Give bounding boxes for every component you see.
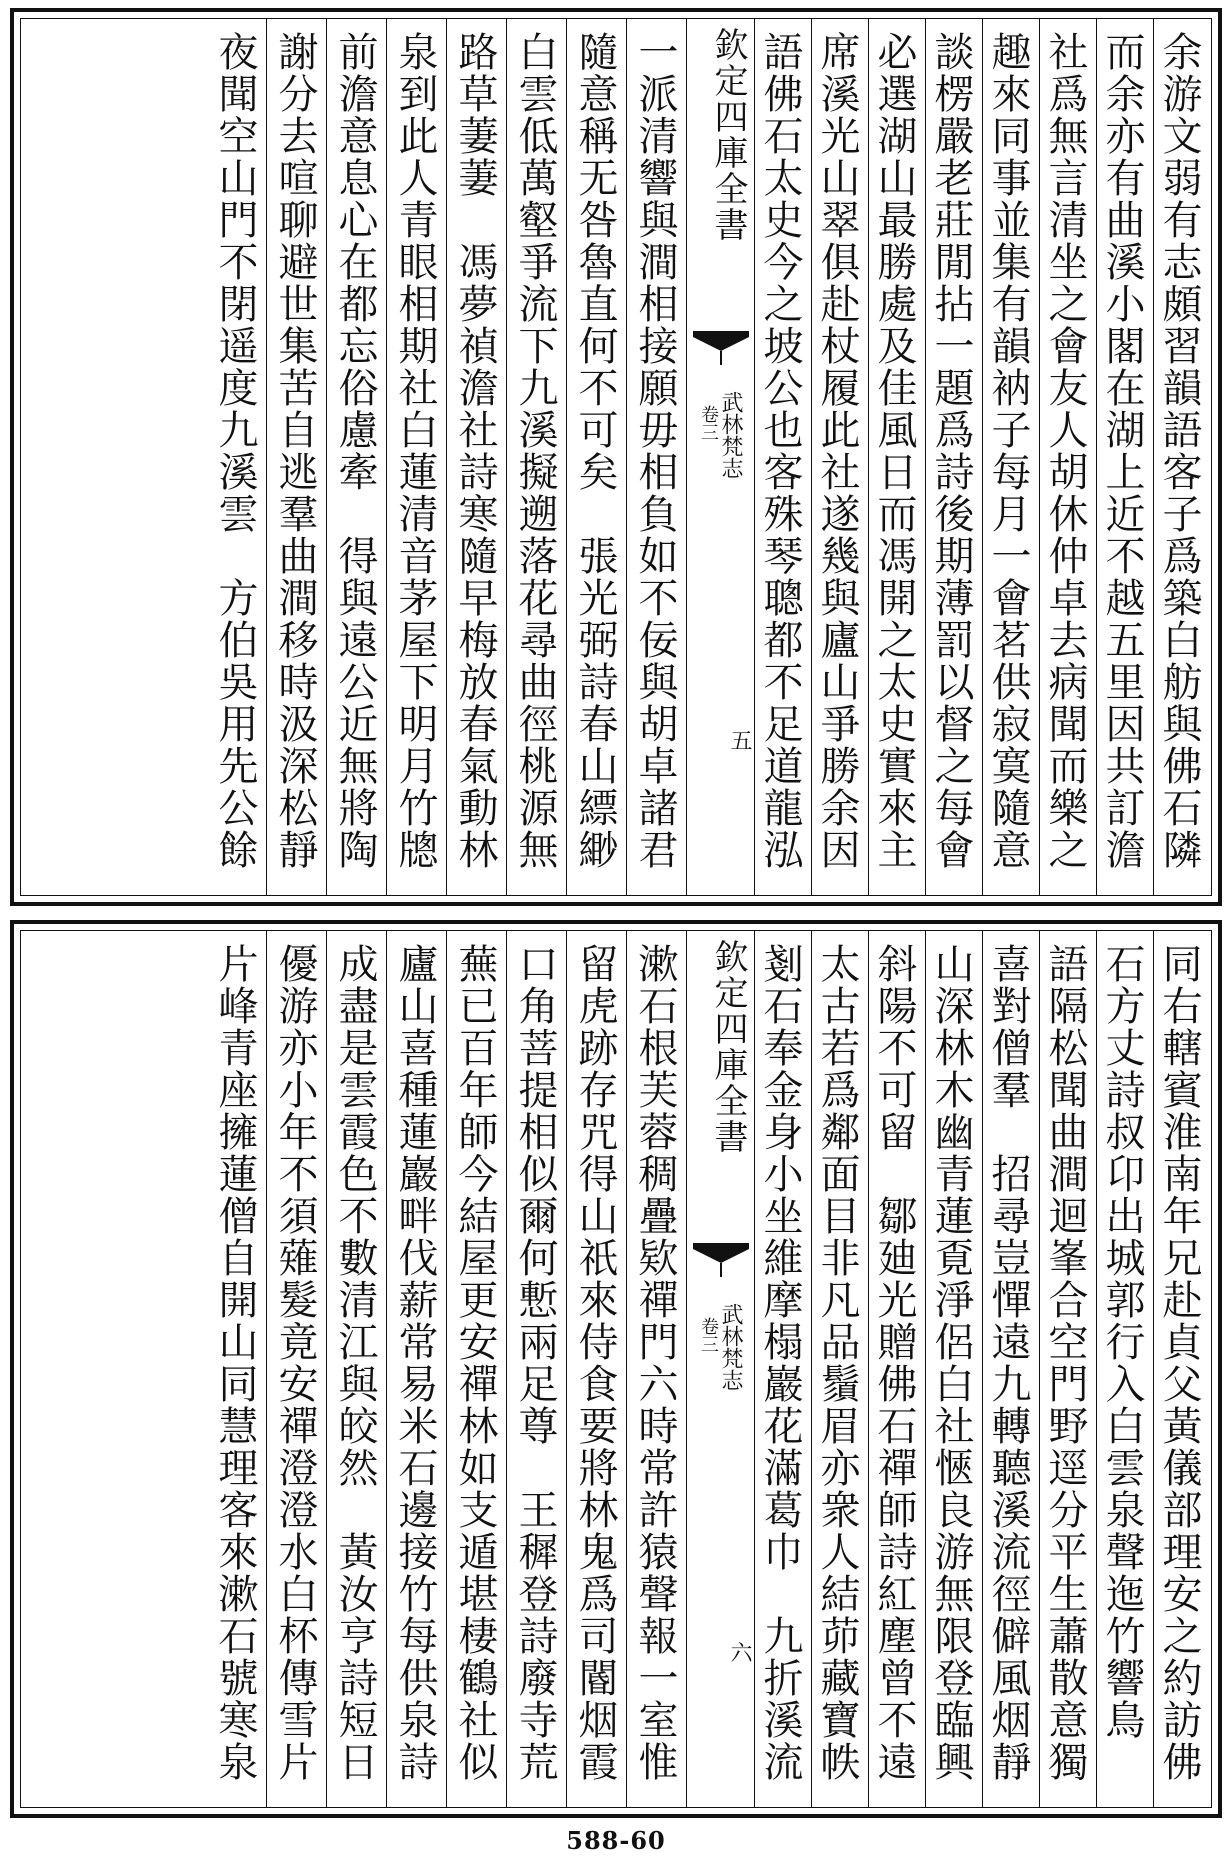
text-column: 一派清響與澗相接願毋相負如不佞與胡卓諸君	[632, 31, 678, 871]
text-column: 喜對僧羣 招尋豈憚遠九轉聽溪流徑僻風烟靜	[985, 943, 1031, 1783]
text-column: 山深林木幽青蓮覔淨侶白社愜良游無限登臨興	[928, 943, 974, 1783]
text-column: 語佛石太史今之坡公也客殊琴聰都不足道龍泓	[757, 31, 803, 871]
text-column: 談楞嚴老莊閒拈一題爲詩後期薄罰以督之每會	[928, 31, 974, 871]
text-column: 夜聞空山門不閉遥度九溪雲 方伯吳用先公餘	[212, 31, 258, 871]
page-bottom	[10, 920, 1222, 1818]
text-column: 而余亦有曲溪小閣在湖上近不越五里因共訂澹	[1099, 31, 1145, 871]
text-column: 口角菩提相似爾何慙兩足尊 王穉登詩廢寺荒	[512, 943, 558, 1783]
text-column: 剗石奉金身小坐維摩榻巖花滿葛巾 九折溪流	[757, 943, 803, 1783]
text-column: 同右轄賓淮南年兄赴貞父黃儀部理安之約訪佛	[1156, 943, 1202, 1783]
text-column: 留虎跡存咒得山祇來侍食要將林鬼爲司閽烟霞	[572, 943, 618, 1783]
page-top	[10, 8, 1222, 906]
text-column: 泉到此人青眼相期社白蓮清音茅屋下明月竹牕	[392, 31, 438, 871]
text-column: 漱石根芙蓉稠疊欵禪門六時常許猿聲報一室惟	[632, 943, 678, 1783]
center-fold	[687, 931, 755, 1807]
text-column: 謝分去喧聊避世集苦自逃羣曲澗移時汲深松靜	[272, 31, 318, 871]
text-column: 路草萋萋 馮夢禎澹社詩寒隨早梅放春氣動林	[452, 31, 498, 871]
text-column: 前澹意息心在都忘俗慮牽 得與遠公近無將陶	[332, 31, 378, 871]
fish-tail-mark	[693, 1243, 749, 1277]
text-column: 席溪光山翠俱赴杖履此社遂幾與廬山爭勝余因	[814, 31, 860, 871]
page-frame	[20, 930, 1212, 1808]
text-column: 片峰青座擁蓮僧自開山同慧理客來漱石號寒泉	[212, 943, 258, 1783]
text-column: 必選湖山最勝處及佳風日而馮開之太史實來主	[871, 31, 917, 871]
text-column: 隨意稱无咎魯直何不可矣 張光弼詩春山縹緲	[572, 31, 618, 871]
fish-tail-mark	[693, 331, 749, 365]
text-column: 趣來同事並集有韻衲子每月一會茗供寂寞隨意	[985, 31, 1031, 871]
book-title: 欽定四庫全書	[708, 939, 748, 1155]
folio-number: 五	[727, 729, 752, 751]
text-column: 蕪已百年師今結屋更安禪林如支遁堪棲鶴社似	[452, 943, 498, 1783]
page-number: 588-60	[566, 1826, 666, 1855]
text-column: 社爲無言清坐之會友人胡休仲卓去病聞而樂之	[1042, 31, 1088, 871]
text-column: 優游亦小年不須薙髮竟安禪澄澄水白杯傳雪片	[272, 943, 318, 1783]
text-column: 成盡是雲霞色不數清江與皎然 黃汝亨詩短日	[332, 943, 378, 1783]
book-title: 欽定四庫全書	[708, 27, 748, 243]
volume-label: 卷三	[698, 405, 719, 441]
text-column: 太古若爲鄰面目非凡品鬚眉亦衆人結茆藏寶帙	[814, 943, 860, 1783]
volume-label: 卷三	[698, 1317, 719, 1353]
work-title: 武林梵志	[718, 1303, 743, 1391]
text-column: 石方丈詩叔卬出城郭行入白雲泉聲迤竹響鳥	[1099, 943, 1145, 1741]
text-column: 斜陽不可留 鄒廸光贈佛石禪師詩紅塵曾不遠	[871, 943, 917, 1783]
center-fold	[687, 19, 755, 895]
folio-number: 六	[727, 1641, 752, 1663]
text-column: 余游文弱有志頗習韻語客子爲築白舫與佛石隣	[1156, 31, 1202, 871]
work-title: 武林梵志	[718, 391, 743, 479]
text-column: 語隔松聞曲澗迴峯合空門野逕分平生蕭散意獨	[1042, 943, 1088, 1783]
page-frame	[20, 18, 1212, 896]
text-column: 白雲低萬壑爭流下九溪擬遡落花尋曲徑桃源無	[512, 31, 558, 871]
text-column: 廬山喜種蓮巖畔伐薪常易米石邊接竹每供泉詩	[392, 943, 438, 1783]
